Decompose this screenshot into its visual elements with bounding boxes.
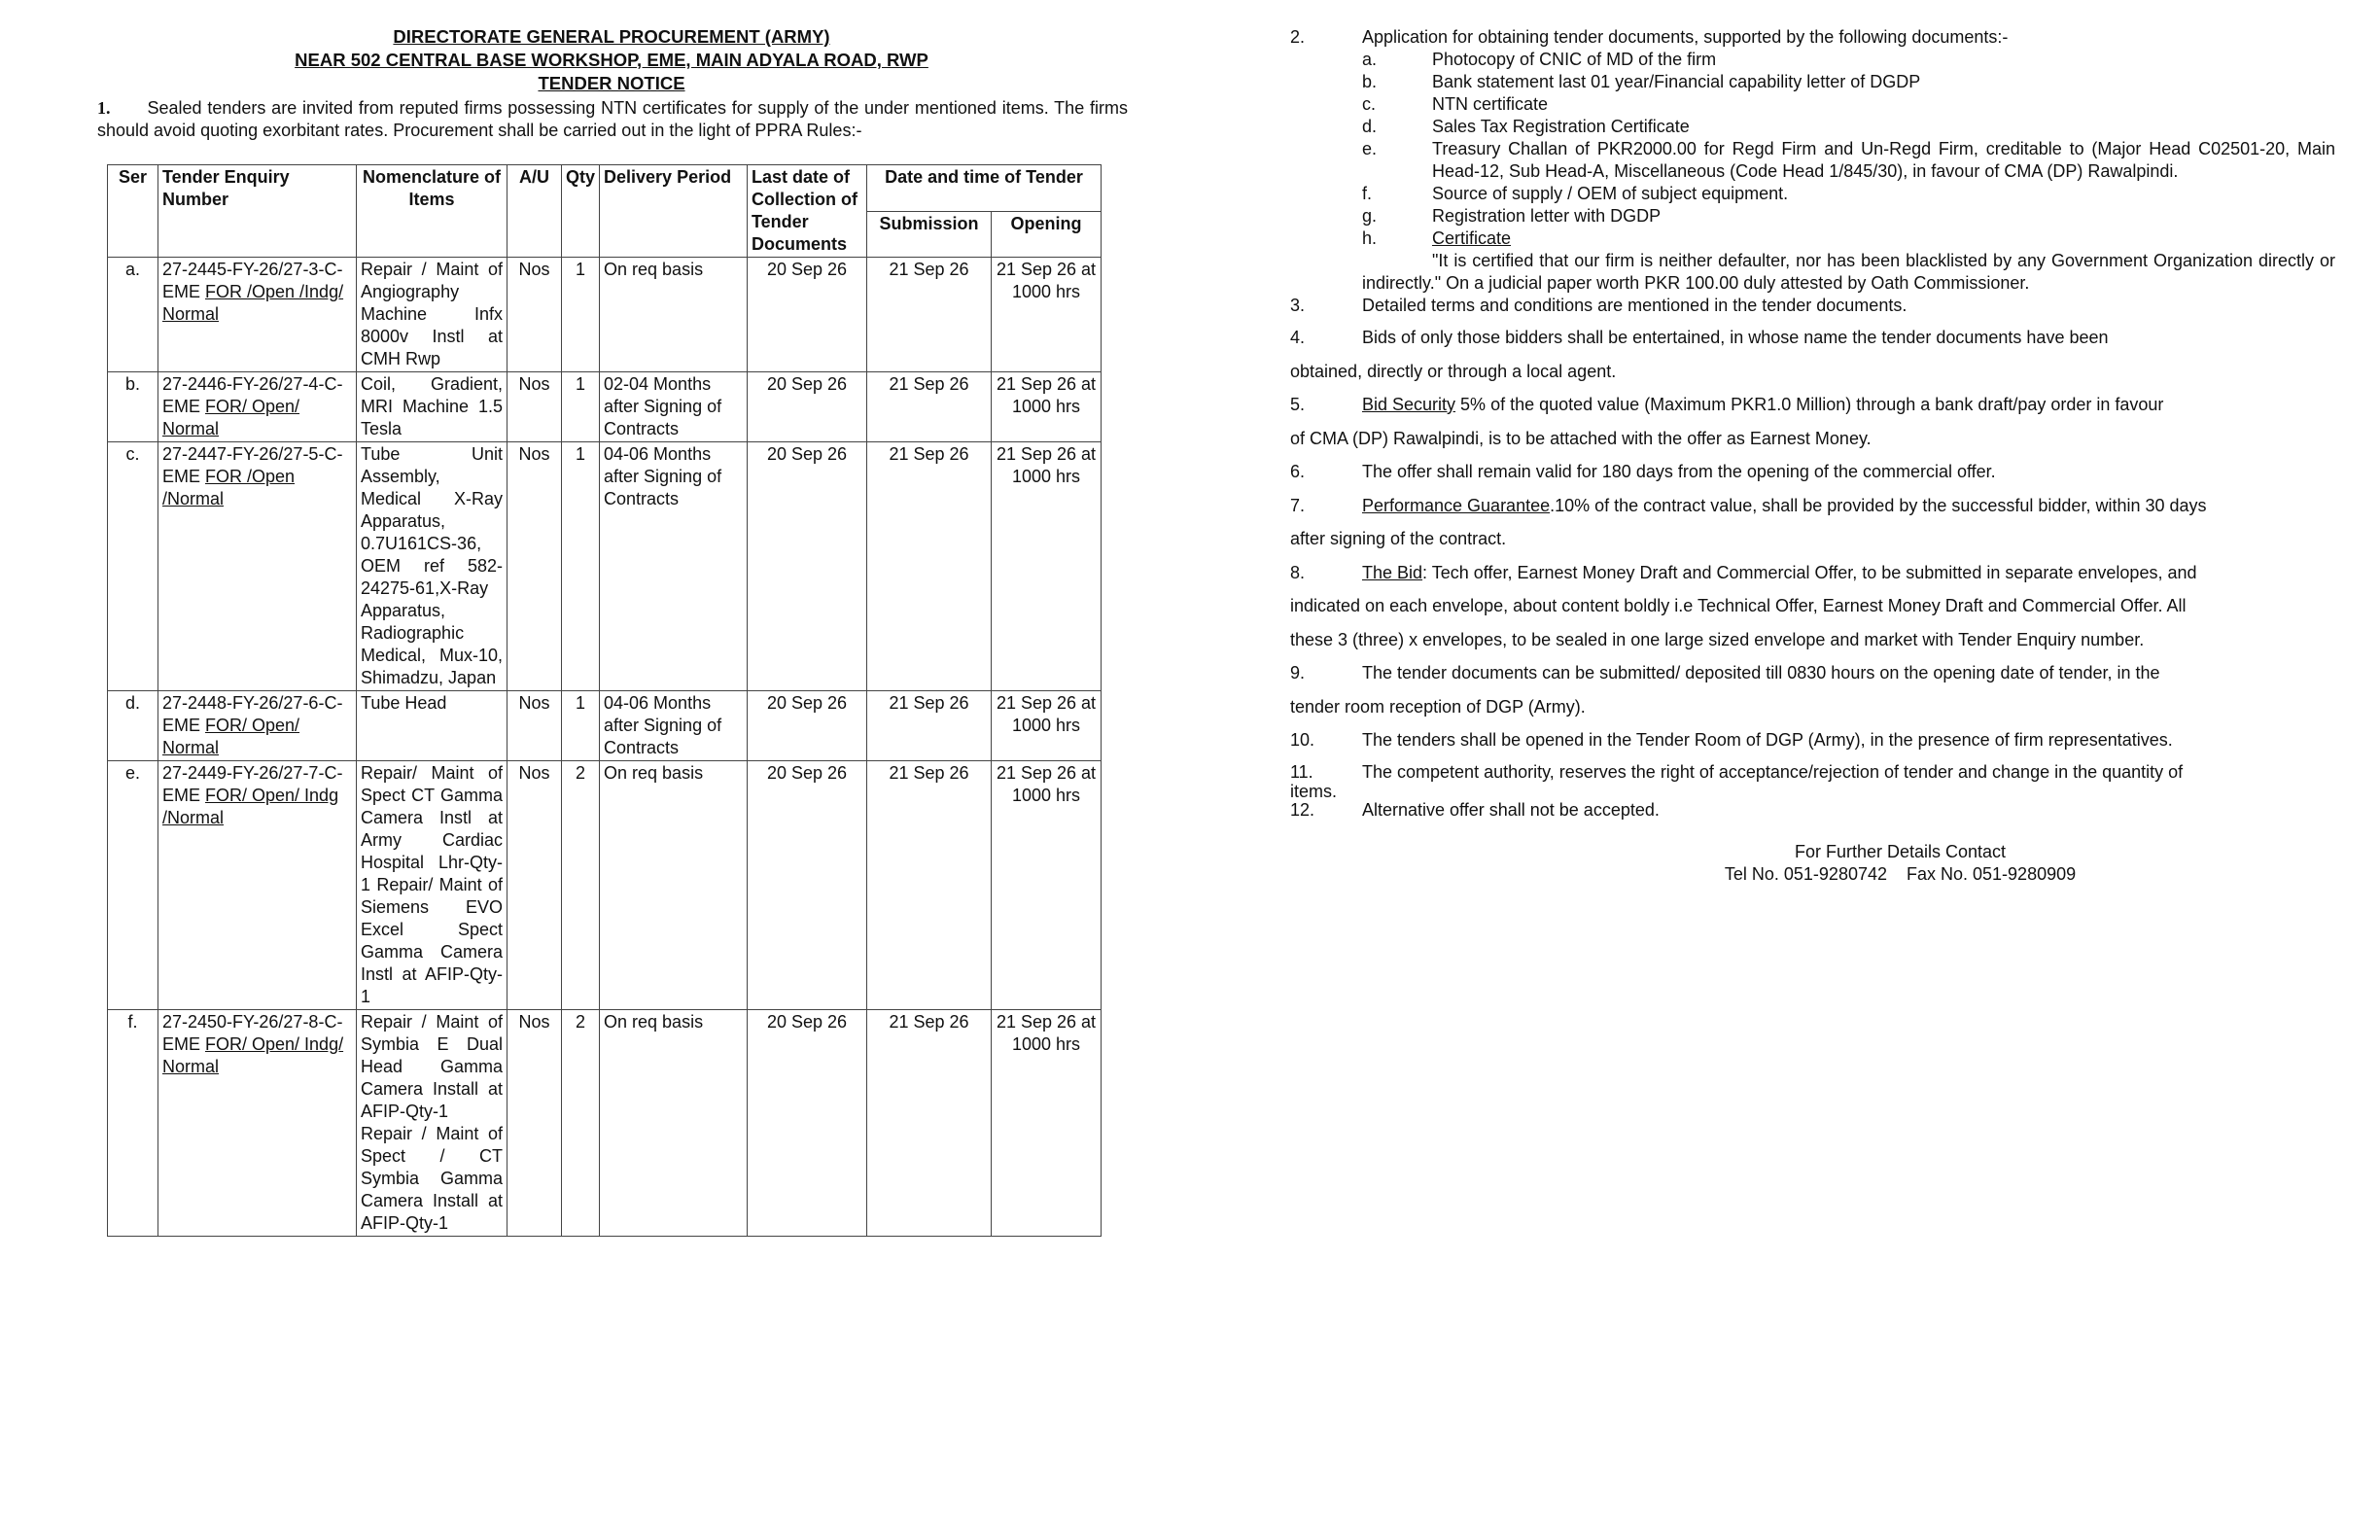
para-5: 5. Bid Security 5% of the quoted value (Maximum PKR1.0 Million) through a bank draft/pay order in favour of CMA (DP) Rawalpindi, is to be attached with the offer as Earnest Money.: [1290, 395, 2164, 448]
para-12: 12. Alternative offer shall not be accepted.: [1290, 799, 1660, 820]
para-9: 9. The tender documents can be submitted/ deposited till 0830 hours on the opening date of tender, in the tender room reception of DGP (Army).: [1290, 663, 2160, 717]
cell-tender-enquiry: [158, 258, 357, 372]
cell-opening: 21 Sep 26 at 1000 hrs: [992, 761, 1102, 1010]
fax-number: Fax No. 051-9280909: [1907, 863, 2077, 884]
cell-ser: f.: [108, 1010, 158, 1237]
intro-paragraph: [97, 97, 1128, 142]
table-row: [108, 761, 1102, 1010]
cell-opening: 21 Sep 26 at 1000 hrs: [992, 258, 1102, 372]
tender-type: FOR/ Open/ Indg /Normal: [162, 786, 339, 827]
cell-qty: 1: [562, 691, 600, 761]
para-4: 4. Bids of only those bidders shall be entertained, in whose name the tender documents have been obtained, directly or through a local agent.: [1290, 328, 2109, 381]
cell-submission: 21 Sep 26: [867, 1010, 992, 1237]
tender-type: FOR/ Open/ Normal: [162, 716, 300, 757]
cell-delivery: 02-04 Months after Signing of Contracts: [600, 372, 748, 442]
col-last-date: Last date of Collection of Tender Documents: [748, 165, 867, 258]
table-row: [108, 1010, 1102, 1237]
intro-number: 1.: [97, 98, 111, 118]
cell-au: Nos: [508, 372, 562, 442]
the-bid-label: The Bid: [1362, 562, 1423, 582]
tender-number: 27-2448-FY-26/27-6-C-EME: [162, 693, 343, 735]
col-ser: Ser: [108, 165, 158, 258]
para-3: 3. Detailed terms and conditions are mentioned in the tender documents.: [1290, 296, 1908, 315]
tender-type: FOR/ Open/ Normal: [162, 397, 300, 438]
cell-last-date: 20 Sep 26: [748, 1010, 867, 1237]
header-title: TENDER NOTICE: [538, 73, 685, 93]
cell-tender-enquiry: [158, 1010, 357, 1237]
cell-au: Nos: [508, 691, 562, 761]
cell-last-date: 20 Sep 26: [748, 258, 867, 372]
intro-text: Sealed tenders are invited from reputed firms possessing NTN certificates for supply of the under mentioned items. The firms should avoid quoting exorbitant rates. Procurement shall be carried out in the light of PPRA Rules:-: [97, 98, 1128, 140]
cell-submission: 21 Sep 26: [867, 258, 992, 372]
cell-delivery: 04-06 Months after Signing of Contracts: [600, 691, 748, 761]
cell-nomenclature: Repair/ Maint of Spect CT Gamma Camera Instl at Army Cardiac Hospital Lhr-Qty-1 Repair/ Maint of Siemens EVO Excel Spect Gamma Camera Instl at AFIP-Qty-1: [357, 761, 508, 1010]
cell-opening: 21 Sep 26 at 1000 hrs: [992, 442, 1102, 691]
tender-type: FOR/ Open/ Indg/ Normal: [162, 1034, 344, 1076]
col-delivery: Delivery Period: [600, 165, 748, 258]
cell-last-date: 20 Sep 26: [748, 691, 867, 761]
document-item: d. Sales Tax Registration Certificate: [1362, 117, 1690, 136]
cell-submission: 21 Sep 26: [867, 761, 992, 1010]
documents-list: [1290, 49, 2335, 250]
document-item: e. Treasury Challan of PKR2000.00 for Regd Firm and Un-Regd Firm, creditable to (Major Head C02501-20, Main Head-12, Sub Head-A, Miscellaneous (Code Head 1/845/30), in favour of CMA (DP) Rawalpindi.: [1362, 139, 2335, 181]
cell-nomenclature: Repair / Maint of Symbia E Dual Head Gamma Camera Install at AFIP-Qty-1 Repair / Maint of Spect / CT Symbia Gamma Camera Install at AFIP-Qty-1: [357, 1010, 508, 1237]
cell-tender-enquiry: [158, 372, 357, 442]
cell-qty: 1: [562, 372, 600, 442]
tender-number: 27-2449-FY-26/27-7-C-EME: [162, 763, 343, 805]
bid-security-label: Bid Security: [1362, 395, 1456, 414]
col-nomenclature: Nomenclature of Items: [357, 165, 508, 258]
header-line-2: NEAR 502 CENTRAL BASE WORKSHOP, EME, MAIN ADYALA ROAD, RWP: [295, 50, 928, 70]
cell-nomenclature: Repair / Maint of Angiography Machine Infx 8000v Instl at CMH Rwp: [357, 258, 508, 372]
cell-qty: 1: [562, 258, 600, 372]
document-item: g. Registration letter with DGDP: [1362, 206, 1662, 226]
cell-qty: 2: [562, 761, 600, 1010]
cell-nomenclature: Coil, Gradient, MRI Machine 1.5 Tesla: [357, 372, 508, 442]
cell-delivery: On req basis: [600, 761, 748, 1010]
left-column: [93, 25, 1134, 142]
document-item: a. Photocopy of CNIC of MD of the firm: [1362, 50, 1717, 69]
cell-au: Nos: [508, 442, 562, 691]
table-row: [108, 372, 1102, 442]
performance-guarantee-label: Performance Guarantee: [1362, 495, 1551, 515]
para-8: 8. The Bid: Tech offer, Earnest Money Draft and Commercial Offer, to be submitted in separate envelopes, and indicated on each envelope, about content boldly i.e Technical Offer, Earnest Money Draft and Commercial Offer. All these 3 (three) x envelopes, to be sealed in one large sized envelope and market with Tender Enquiry number.: [1290, 562, 2197, 649]
col-au: A/U: [508, 165, 562, 258]
cell-delivery: On req basis: [600, 258, 748, 372]
cell-nomenclature: Tube Unit Assembly, Medical X-Ray Apparatus, 0.7U161CS-36, OEM ref 582-24275-61,X-Ray Apparatus, Radiographic Medical, Mux-10, Shimadzu, Japan: [357, 442, 508, 691]
cell-opening: 21 Sep 26 at 1000 hrs: [992, 691, 1102, 761]
cell-last-date: 20 Sep 26: [748, 442, 867, 691]
cell-delivery: 04-06 Months after Signing of Contracts: [600, 442, 748, 691]
tender-number: 27-2447-FY-26/27-5-C-EME: [162, 444, 343, 486]
tender-number: 27-2446-FY-26/27-4-C-EME: [162, 374, 343, 416]
contact-numbers: [1465, 863, 2335, 886]
col-submission: Submission: [867, 211, 992, 258]
contact-heading: For Further Details Contact: [1794, 841, 2007, 861]
cell-submission: 21 Sep 26: [867, 442, 992, 691]
para-7: 7. Performance Guarantee.10% of the contract value, shall be provided by the successful bidder, within 30 days after signing of the contract.: [1290, 495, 2207, 548]
para-10: 10. The tenders shall be opened in the Tender Room of DGP (Army), in the presence of firm representatives.: [1290, 730, 2173, 750]
col-date-time: Date and time of Tender: [867, 165, 1102, 212]
cell-ser: d.: [108, 691, 158, 761]
cell-last-date: 20 Sep 26: [748, 761, 867, 1010]
tender-table: [107, 164, 1102, 1237]
tender-type: FOR /Open /Normal: [162, 467, 296, 508]
cell-tender-enquiry: [158, 442, 357, 691]
cell-ser: a.: [108, 258, 158, 372]
col-tender-enquiry: Tender Enquiry Number: [158, 165, 357, 258]
document-item: f. Source of supply / OEM of subject equipment.: [1362, 184, 1789, 203]
cell-ser: c.: [108, 442, 158, 691]
table-row: [108, 258, 1102, 372]
cell-tender-enquiry: [158, 761, 357, 1010]
certificate-text: "It is certified that our firm is neither defaulter, nor has been blacklisted by any Government Organization directly or indirectly." On a judicial paper worth PKR 100.00 duly attested by Oath Commissioner.: [1362, 251, 2335, 293]
cell-nomenclature: Tube Head: [357, 691, 508, 761]
contact-block: [1465, 841, 2335, 886]
document-item: b. Bank statement last 01 year/Financial capability letter of DGDP: [1362, 72, 1921, 91]
right-column: [1290, 26, 2335, 886]
col-opening: Opening: [992, 211, 1102, 258]
table-row: [108, 442, 1102, 691]
cell-qty: 1: [562, 442, 600, 691]
cell-qty: 2: [562, 1010, 600, 1237]
cell-au: Nos: [508, 761, 562, 1010]
cell-opening: 21 Sep 26 at 1000 hrs: [992, 1010, 1102, 1237]
document-item: c. NTN certificate: [1362, 94, 1549, 114]
para-2: 2. Application for obtaining tender documents, supported by the following documents:-: [1290, 27, 2009, 47]
cell-ser: b.: [108, 372, 158, 442]
para-11: 11. The competent authority, reserves the right of acceptance/rejection of tender and change in the quantity of items.: [1290, 761, 2184, 801]
table-row: [108, 691, 1102, 761]
cell-submission: 21 Sep 26: [867, 372, 992, 442]
cell-au: Nos: [508, 258, 562, 372]
cell-ser: e.: [108, 761, 158, 1010]
cell-au: Nos: [508, 1010, 562, 1237]
tender-number: 27-2445-FY-26/27-3-C-EME: [162, 260, 343, 301]
para-6: 6. The offer shall remain valid for 180 days from the opening of the commercial offer.: [1290, 462, 1996, 481]
tender-type: FOR /Open /Indg/ Normal: [162, 282, 344, 324]
document-item: h. Certificate: [1362, 228, 1512, 248]
tender-number: 27-2450-FY-26/27-8-C-EME: [162, 1012, 343, 1054]
cell-delivery: On req basis: [600, 1010, 748, 1237]
header-line-1: DIRECTORATE GENERAL PROCUREMENT (ARMY): [393, 26, 830, 47]
cell-opening: 21 Sep 26 at 1000 hrs: [992, 372, 1102, 442]
tel-number: Tel No. 051-9280742: [1724, 863, 1887, 884]
col-qty: Qty: [562, 165, 600, 258]
cell-tender-enquiry: [158, 691, 357, 761]
cell-submission: 21 Sep 26: [867, 691, 992, 761]
cell-last-date: 20 Sep 26: [748, 372, 867, 442]
table-header-row: [108, 165, 1102, 212]
